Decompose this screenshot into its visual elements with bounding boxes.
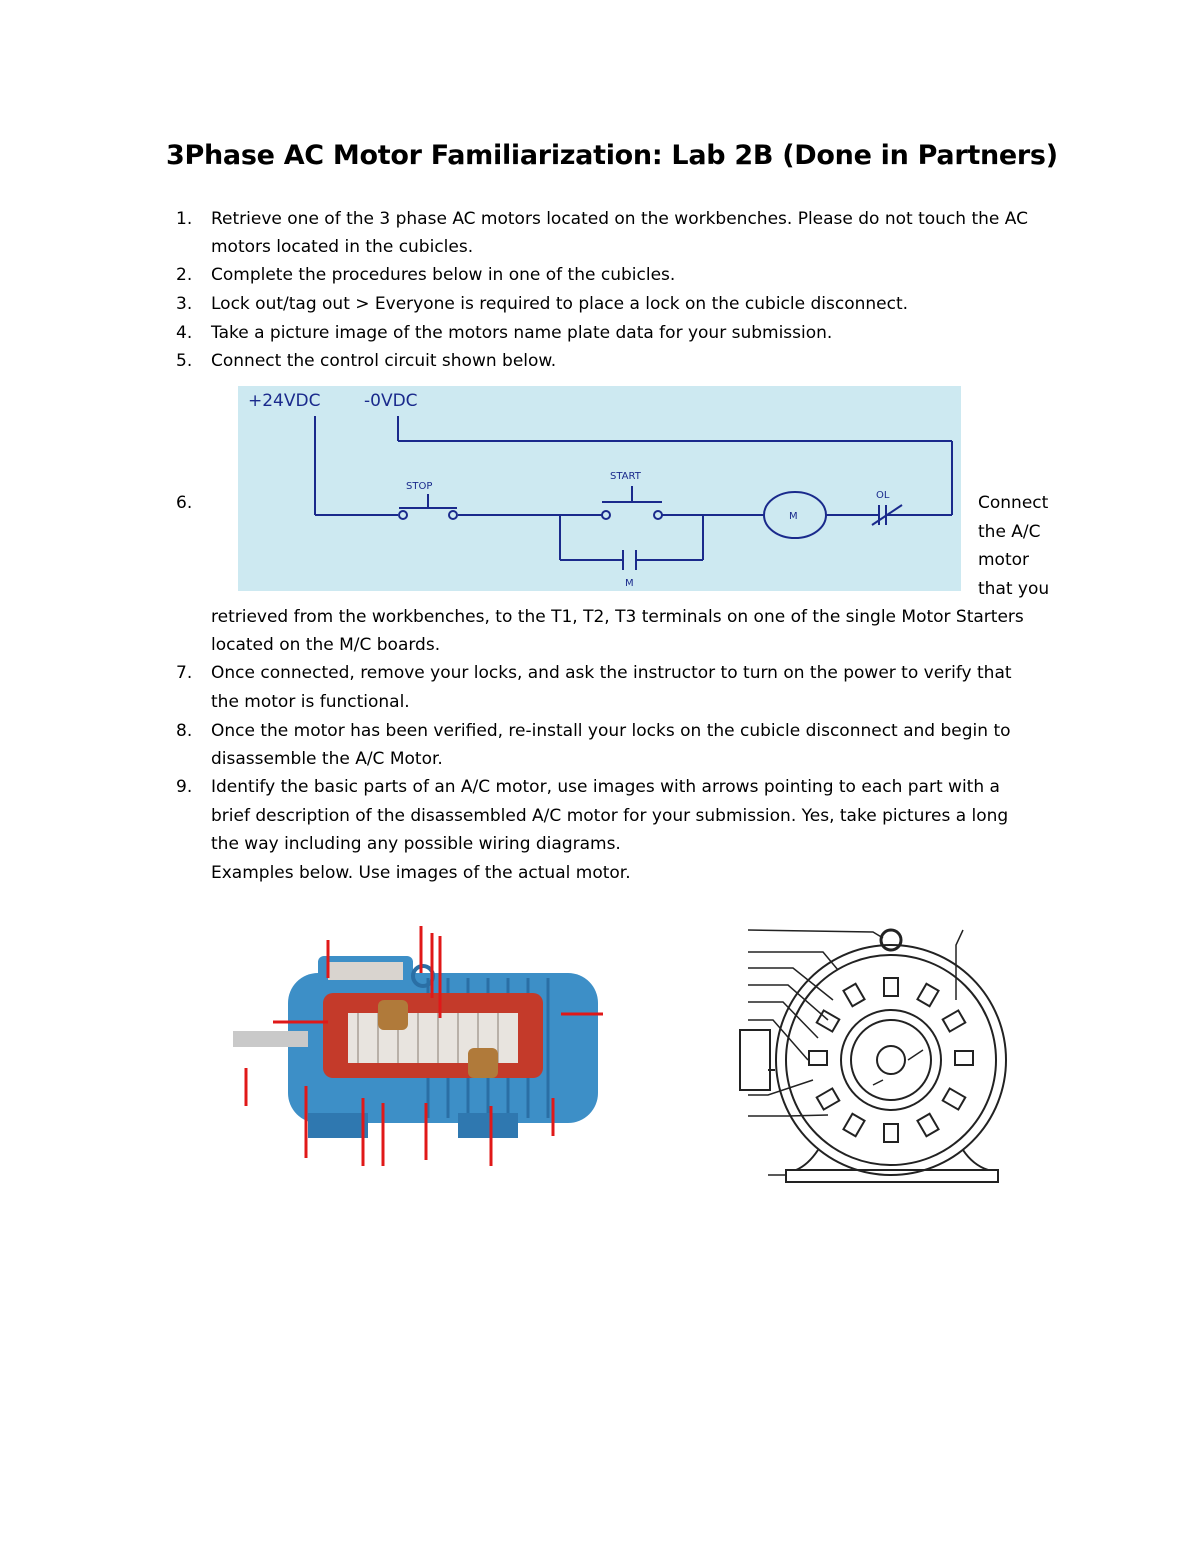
start-label: START (610, 471, 641, 482)
step-number: 2. (176, 265, 193, 285)
step-number: 3. (176, 294, 193, 314)
aux-contact-label: M (625, 578, 634, 589)
step-number: 6. (176, 493, 193, 513)
document-title: 3Phase AC Motor Familiarization: Lab 2B (Done in Partners) (166, 140, 1058, 171)
step-text-line: Take a picture image of the motors name plate data for your submission. (211, 323, 833, 343)
label-0vdc: -0VDC (364, 391, 418, 411)
step-text-line: Identify the basic parts of an A/C motor, use images with arrows pointing to each part with a (211, 777, 1000, 797)
step-text-line: motors located in the cubicles. (211, 237, 474, 257)
step-text-line: located on the M/C boards. (211, 635, 441, 655)
step-number: 5. (176, 351, 193, 371)
step-text-line: Once connected, remove your locks, and ask the instructor to turn on the power to verify that (211, 663, 1012, 683)
stator-slots (809, 978, 973, 1142)
terminal-box-outline (740, 1030, 770, 1090)
step-text-line: motor (978, 550, 1030, 570)
step-text-line: the motor is functional. (211, 692, 410, 712)
step-text-line: retrieved from the workbenches, to the T1, T2, T3 terminals on one of the single Motor Starters (211, 607, 1024, 627)
lifting-eye-outline (881, 930, 901, 950)
step-text-line: Connect (978, 493, 1049, 513)
step-text-line: the A/C (978, 522, 1041, 542)
step-text-line: Lock out/tag out > Everyone is required to place a lock on the cubicle disconnect. (211, 294, 909, 314)
base-plate (786, 1170, 998, 1182)
step-number: 9. (176, 777, 193, 797)
step-text-line: Examples below. Use images of the actual motor. (211, 863, 631, 883)
motor-shaft (233, 1031, 308, 1047)
overload-label: OL (876, 490, 890, 501)
step-text-line: Complete the procedures below in one of the cubicles. (211, 265, 676, 285)
control-circuit-diagram (238, 386, 961, 591)
stop-label: STOP (406, 481, 433, 492)
shaft-outline (877, 1046, 905, 1074)
step-text-line: the way including any possible wiring diagrams. (211, 834, 621, 854)
step-text-line: disassemble the A/C Motor. (211, 749, 443, 769)
motor-cutaway-image (228, 918, 608, 1178)
step-text-line: Once the motor has been verified, re-install your locks on the cubicle disconnect and begin to (211, 721, 1011, 741)
rotor-outline (841, 1010, 941, 1110)
motor-coil-label: M (789, 511, 798, 522)
step-number: 1. (176, 209, 193, 229)
step-number: 4. (176, 323, 193, 343)
step-number: 8. (176, 721, 193, 741)
step-text-line: that you (978, 579, 1050, 599)
step-number: 7. (176, 663, 193, 683)
step-text-line: Retrieve one of the 3 phase AC motors located on the workbenches. Please do not touch the AC (211, 209, 1028, 229)
step-text-line: Connect the control circuit shown below. (211, 351, 557, 371)
label-24vdc: +24VDC (248, 391, 321, 411)
step-text-line: brief description of the disassembled A/C motor for your submission. Yes, take pictures a long (211, 806, 1009, 826)
stator-cross-section-drawing (708, 920, 1008, 1190)
